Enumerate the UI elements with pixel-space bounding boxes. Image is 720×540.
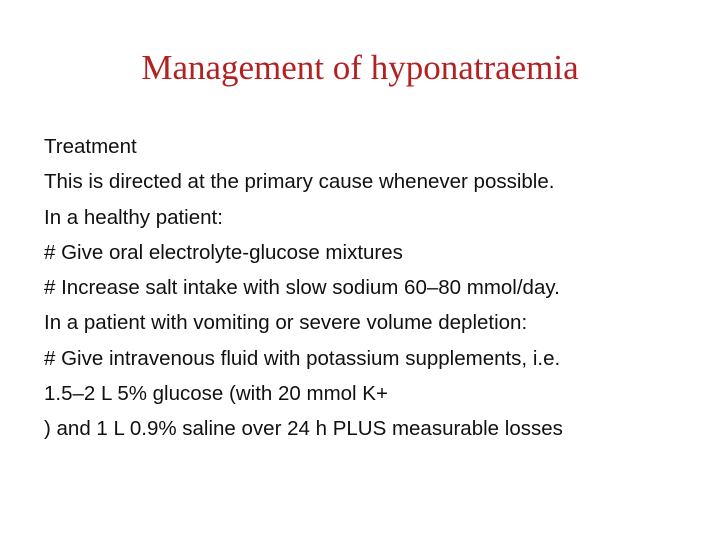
body-line: ) and 1 L 0.9% saline over 24 h PLUS measurable losses [44, 417, 563, 441]
body-line: In a healthy patient: [44, 205, 223, 229]
body-line: This is directed at the primary cause whenever possible. [44, 170, 555, 194]
body-line: In a patient with vomiting or severe volume depletion: [44, 311, 528, 335]
body-line: # Give oral electrolyte-glucose mixtures [44, 240, 403, 264]
body-line: 1.5–2 L 5% glucose (with 20 mmol K+ [44, 382, 388, 406]
body-line-treatment-heading: Treatment [44, 135, 137, 158]
slide-body [44, 129, 704, 447]
body-line: # Give intravenous fluid with potassium supplements, i.e. [44, 346, 561, 370]
body-line: # Increase salt intake with slow sodium 60–80 mmol/day. [44, 276, 560, 300]
slide-title: Management of hyponatraemia [141, 48, 579, 87]
